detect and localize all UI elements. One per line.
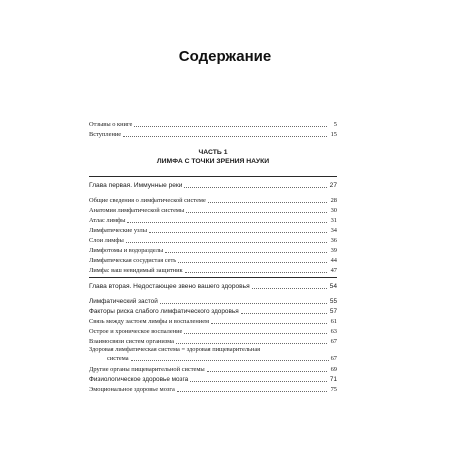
toc-entry[interactable] [89,244,337,254]
toc-entry-page: 71 [329,376,337,383]
part-title: ЛИМФА С ТОЧКИ ЗРЕНИЯ НАУКИ [156,158,270,165]
dot-leader [160,303,327,304]
toc-entry[interactable] [89,383,337,393]
dot-leader [177,391,327,392]
dot-leader [184,187,327,188]
dot-leader [207,371,327,372]
toc-entry-page: 67 [330,338,337,345]
dot-leader [149,232,327,233]
toc-entry[interactable] [89,254,337,264]
toc-entry[interactable] [89,214,337,224]
toc-entry-label: Вступление [89,131,122,138]
toc-chapter-1 [89,179,337,274]
dot-leader [134,126,327,127]
chapter-rule [89,176,337,177]
dot-leader [211,323,327,324]
toc-entry-page: 34 [330,227,337,234]
toc-entry-label: Лимфатические узлы [89,227,148,234]
toc-entry-label: Взаимосвязи систем организма [89,338,175,345]
chapter-heading-label: Глава первая. Иммунные реки [89,182,183,189]
dot-leader [252,288,327,289]
toc-entry[interactable] [89,194,337,204]
toc-entry-page: 75 [330,386,337,393]
toc-entry-page: 15 [330,131,337,138]
toc-entry[interactable] [89,363,337,373]
dot-leader [123,136,327,137]
toc-entry[interactable] [89,264,337,274]
toc-entry-label: Физиологическое здоровье мозга [89,376,189,383]
toc-entry-page: 30 [330,207,337,214]
toc-entry-page: 63 [330,328,337,335]
toc-entry-page: 69 [330,366,337,373]
dot-leader [190,381,327,382]
dot-leader [184,333,327,334]
toc-entry-label: Другие органы пищеварительной системы [89,366,205,373]
toc-entry[interactable] [89,224,337,234]
dot-leader [131,360,329,361]
page-title: Содержание [178,48,272,65]
toc-entry[interactable] [89,204,337,214]
toc-entry-label: Лимфотомы и водоразделы [89,247,164,254]
toc-entry[interactable] [89,234,337,244]
toc-entry-label: Связь между застоем лимфы и воспалением [89,318,210,325]
toc-entry-label: Острое и хроническое воспаление [89,328,183,335]
toc-chapter-2 [89,280,337,345]
dot-leader [165,252,327,253]
toc-chapter-2-continued [89,363,337,393]
chapter-heading-page: 54 [329,283,337,290]
toc-entry-label: Анатомия лимфатической системы [89,207,185,214]
toc-entry-page: 55 [329,298,337,305]
dot-leader [127,222,327,223]
toc-entry[interactable] [89,305,337,315]
toc-entry[interactable] [89,325,337,335]
toc-entry-label: Слои лимфы [89,237,124,244]
toc-entry-label: Лимфатическая сосудистая сеть [89,257,177,264]
toc-entry-label: Лимфа: ваш невидимый защитник [89,267,183,274]
toc-entry[interactable] [89,118,337,128]
toc-entry[interactable] [89,335,337,345]
toc-entry-page: 36 [330,237,337,244]
dot-leader [178,262,327,263]
dot-leader [186,212,327,213]
toc-entry-label-line2: система [107,355,129,362]
toc-entry-label: Отзывы о книге [89,121,133,128]
toc-entry-page: 57 [329,308,337,315]
toc-entry-page: 5 [333,121,337,128]
toc-entry-page: 44 [330,257,337,264]
toc-entry-wrapped[interactable] [89,345,337,363]
toc-entry-label: Лимфатический застой [89,298,158,305]
dot-leader [185,272,327,273]
toc-entry[interactable] [89,315,337,325]
dot-leader [208,202,327,203]
chapter-heading-page: 27 [329,182,337,189]
dot-leader [176,343,327,344]
toc-entry-page: 61 [330,318,337,325]
toc-entry-label: Атлас лимфы [89,217,126,224]
toc-entry[interactable] [89,295,337,305]
toc-intro [89,118,337,138]
part-label: ЧАСТЬ 1 [198,149,228,156]
chapter-rule [89,277,337,278]
toc-entry[interactable] [89,128,337,138]
toc-entry[interactable] [89,373,337,383]
toc-entry-label: Эмоциональное здоровье мозга [89,386,175,393]
toc-entry-label: Общие сведения о лимфатической системе [89,197,206,204]
toc-entry-label-line1: Здоровая лимфатическая система = здоровая пищеварительная [89,346,261,353]
chapter-heading-label: Глава вторая. Недостающее звено вашего здоровья [89,283,250,290]
toc-entry-page: 28 [330,197,337,204]
dot-leader [241,313,327,314]
dot-leader [126,242,327,243]
toc-entry-page: 31 [330,217,337,224]
toc-entry-page: 47 [330,267,337,274]
chapter-heading[interactable] [89,179,337,189]
toc-entry-page: 67 [330,355,337,362]
toc-entry-label: Факторы риска слабого лимфатического здоровья [89,308,239,315]
toc-entry-page: 39 [330,247,337,254]
chapter-heading[interactable] [89,280,337,290]
